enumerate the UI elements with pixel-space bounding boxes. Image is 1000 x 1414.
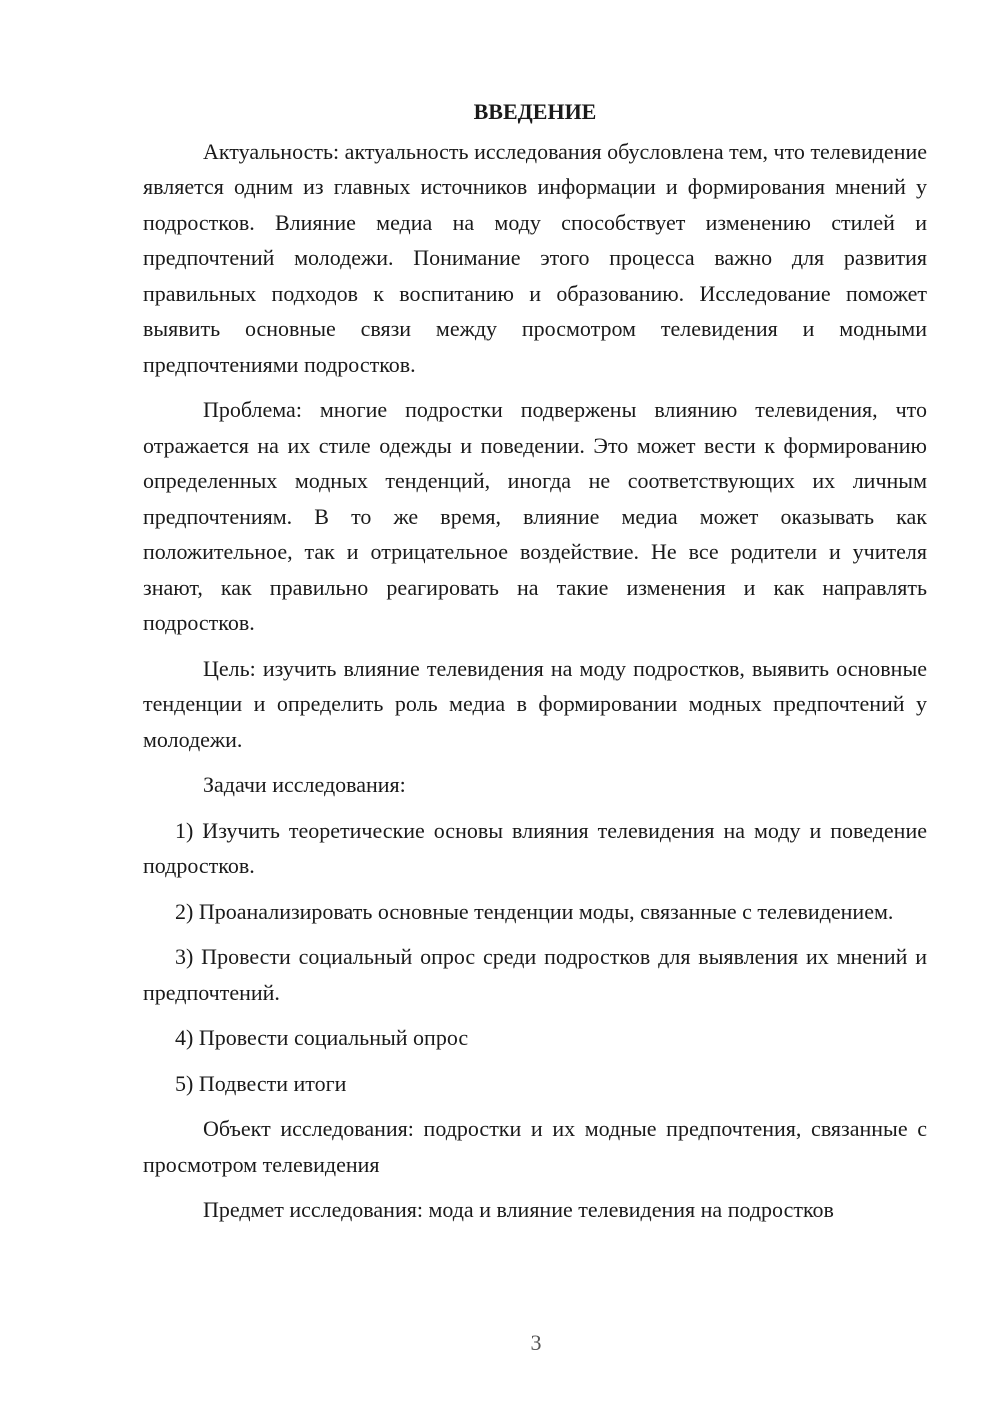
task-item-4: 4) Провести социальный опрос [175, 1025, 469, 1050]
task-item-2: 2) Проанализировать основные тенденции моды, связанные с телевидением. [175, 898, 894, 924]
task-item-1: 1) Изучить теоретические основы влияния телевидения на моду и поведение подростков. [143, 817, 927, 878]
object-paragraph: Объект исследования: подростки и их модные предпочтения, связанные с просмотром телевидения [143, 1116, 927, 1177]
problem-paragraph: Проблема: многие подростки подвержены влиянию телевидения, что отражается на их стиле одежды и поведении. Это может вести к формированию определенных модных тенденций, иногда не соответствующих их личным предпочтениям. В то же время, влияние медиа может оказывать как положительное, так и отрицательное воздействие. Не все родители и учителя знают, как правильно реагировать на такие изменения и как направлять подростков. [143, 397, 927, 635]
relevance-paragraph: Актуальность: актуальность исследования обусловлена тем, что телевидение является одним из главных источников информации и формирования мнений у подростков. Влияние медиа на моду способствует изменению стилей и предпочтений молодежи. Понимание этого процесса важно для развития правильных подходов к воспитанию и образованию. Исследование поможет выявить основные связи между просмотром телевидения и модными предпочтениями подростков. [143, 138, 927, 377]
task-item-3: 3) Провести социальный опрос среди подростков для выявления их мнений и предпочтений. [143, 944, 927, 1005]
document-body [143, 94, 927, 1238]
page-title: ВВЕДЕНИЕ [473, 99, 597, 124]
subject-paragraph: Предмет исследования: мода и влияние телевидения на подростков [203, 1197, 834, 1222]
tasks-heading: Задачи исследования: [203, 772, 406, 797]
goal-paragraph: Цель: изучить влияние телевидения на моду подростков, выявить основные тенденции и определить роль медиа в формировании модных предпочтений у молодежи. [143, 655, 927, 752]
task-item-5: 5) Подвести итоги [175, 1070, 347, 1096]
page-number: 3 [530, 1330, 542, 1355]
